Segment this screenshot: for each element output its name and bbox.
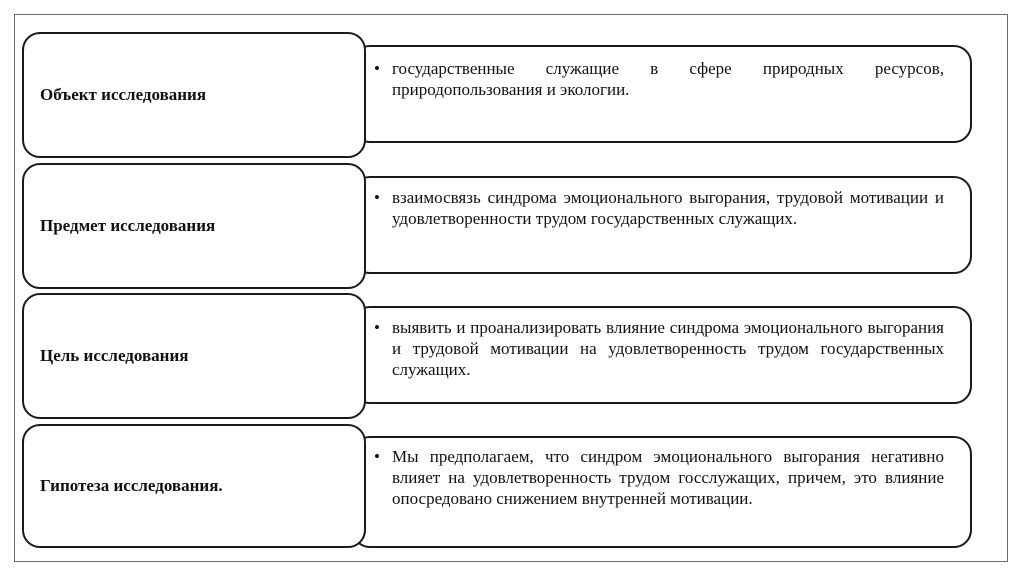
description-box <box>352 176 972 274</box>
description-box <box>352 306 972 404</box>
research-row-goal <box>22 293 977 421</box>
label-box <box>22 424 366 548</box>
research-row-object <box>22 32 977 160</box>
research-row-hypothesis <box>22 424 977 552</box>
description-box <box>352 45 972 143</box>
label-box <box>22 293 366 419</box>
bullet-icon: • <box>374 59 380 78</box>
description-item <box>374 187 944 229</box>
label-box <box>22 32 366 158</box>
description-text: взаимосвязь синдрома эмоционального выгорания, трудовой мотивации и удовлетворенности трудом государственных служащих. <box>392 188 944 228</box>
description-text: выявить и проанализировать влияние синдрома эмоционального выгорания и трудовой мотивации на удовлетворенность трудом государственных служащих. <box>392 318 944 379</box>
row-label: Предмет исследования <box>40 216 216 235</box>
row-label: Гипотеза исследования. <box>40 476 223 495</box>
description-text: государственные служащие в сфере природных ресурсов, природопользования и экологии. <box>392 59 944 99</box>
row-label: Объект исследования <box>40 85 207 104</box>
row-label: Цель исследования <box>40 346 189 365</box>
bullet-icon: • <box>374 318 380 337</box>
label-box <box>22 163 366 289</box>
description-box <box>352 436 972 548</box>
description-item <box>374 446 944 509</box>
description-item <box>374 317 944 380</box>
description-item <box>374 58 944 100</box>
description-text: Мы предполагаем, что синдром эмоционального выгорания негативно влияет на удовлетворенность трудом госслужащих, причем, это влияние опосредовано снижением внутренней мотивации. <box>392 447 944 508</box>
bullet-icon: • <box>374 447 380 466</box>
research-row-subject <box>22 163 977 291</box>
bullet-icon: • <box>374 188 380 207</box>
